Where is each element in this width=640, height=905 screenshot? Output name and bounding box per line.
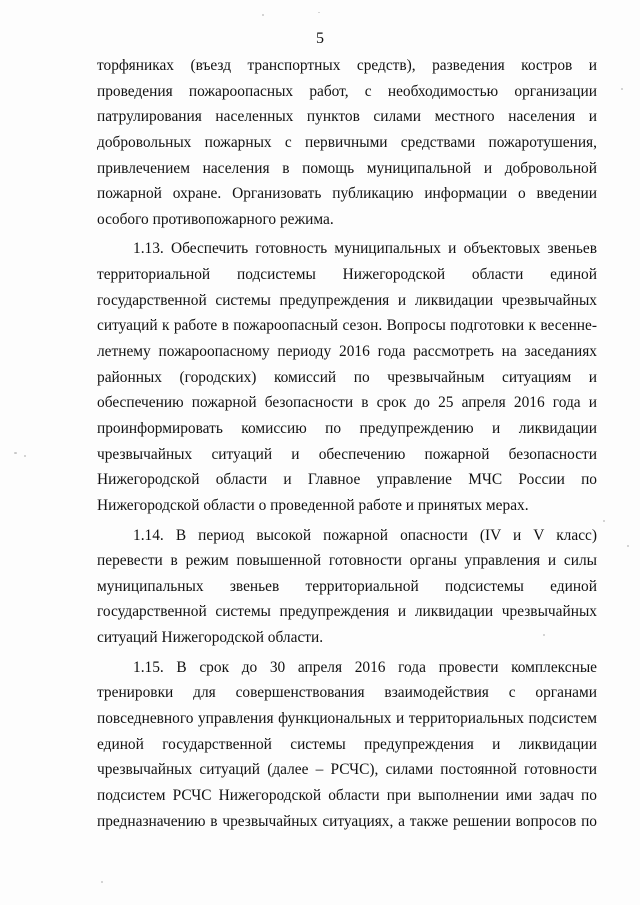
text-line: ситуаций к работе в пожароопасный сезон. Вопросы подготовки к весенне- <box>97 317 597 335</box>
text-line: ситуаций Нижегородской области. <box>97 629 324 647</box>
text-line: единой государственной системы предупреждения и ликвидации <box>97 735 597 753</box>
text-line: повседневного управления функциональных и территориальных подсистем <box>97 710 597 728</box>
text-line: проинформировать комиссию по предупреждению и ликвидации <box>97 419 597 437</box>
scan-speck <box>627 545 629 547</box>
text-line: чрезвычайных ситуаций (далее – РСЧС), силами постоянной готовности <box>97 761 597 779</box>
text-line: привлечением населения в помощь муниципальной и добровольной <box>97 159 597 177</box>
text-line: 1.15. В срок до 30 апреля 2016 года провести комплексные <box>133 658 597 676</box>
scan-speck <box>14 452 17 454</box>
text-line: 1.14. В период высокой пожарной опасности (IV и V класс) <box>133 526 597 544</box>
paragraph-1-15 <box>97 655 597 834</box>
paragraph-continuation <box>97 53 597 232</box>
scan-speck <box>101 881 103 883</box>
text-line: добровольных пожарных с первичными средствами пожаротушения, <box>97 133 597 151</box>
paragraph-1-13 <box>97 236 597 518</box>
text-line: 1.13. Обеспечить готовность муниципальных и объектовых звеньев <box>133 240 597 258</box>
text-line: районных (городских) комиссий по чрезвычайным ситуациям и <box>97 368 597 386</box>
text-line: государственной системы предупреждения и ликвидации чрезвычайных <box>97 291 597 309</box>
scan-speck <box>24 455 26 457</box>
text-line: обеспечению пожарной безопасности в срок до 25 апреля 2016 года и <box>97 394 597 412</box>
text-line: тренировки для совершенствования взаимодействия с органами <box>97 684 597 702</box>
scan-speck <box>318 12 320 13</box>
text-line: летнему пожароопасному периоду 2016 года рассмотреть на заседаниях <box>97 343 597 361</box>
text-line: патрулирования населенных пунктов силами местного населения и <box>97 108 597 126</box>
text-line: особого противопожарного режима. <box>97 210 334 228</box>
text-line: подсистем РСЧС Нижегородской области при выполнении ими задач по <box>97 786 597 804</box>
scan-speck <box>262 14 264 16</box>
page-number: 5 <box>316 30 324 47</box>
text-line: перевести в режим повышенной готовности органы управления и силы <box>97 552 597 570</box>
text-line: предназначению в чрезвычайных ситуациях, а также решении вопросов по <box>97 812 597 830</box>
document-body <box>97 53 597 834</box>
scan-speck <box>603 520 605 522</box>
scan-speck <box>543 634 545 636</box>
text-line: чрезвычайных ситуаций и обеспечению пожарной безопасности <box>97 445 597 463</box>
text-line: государственной системы предупреждения и ликвидации чрезвычайных <box>97 603 597 621</box>
text-line: пожарной охране. Организовать публикацию информации о введении <box>97 185 597 203</box>
text-line: проведения пожароопасных работ, с необходимостью организации <box>97 82 597 100</box>
text-line: торфяниках (въезд транспортных средств), разведения костров и <box>97 57 597 74</box>
scan-speck <box>621 88 623 90</box>
text-line: Нижегородской области и Главное управление МЧС России по <box>97 471 597 489</box>
text-line: муниципальных звеньев территориальной подсистемы единой <box>97 577 597 595</box>
text-line: Нижегородской области о проведенной работе и принятых мерах. <box>97 496 529 514</box>
paragraph-1-14 <box>97 523 597 651</box>
text-line: территориальной подсистемы Нижегородской области единой <box>97 266 597 284</box>
